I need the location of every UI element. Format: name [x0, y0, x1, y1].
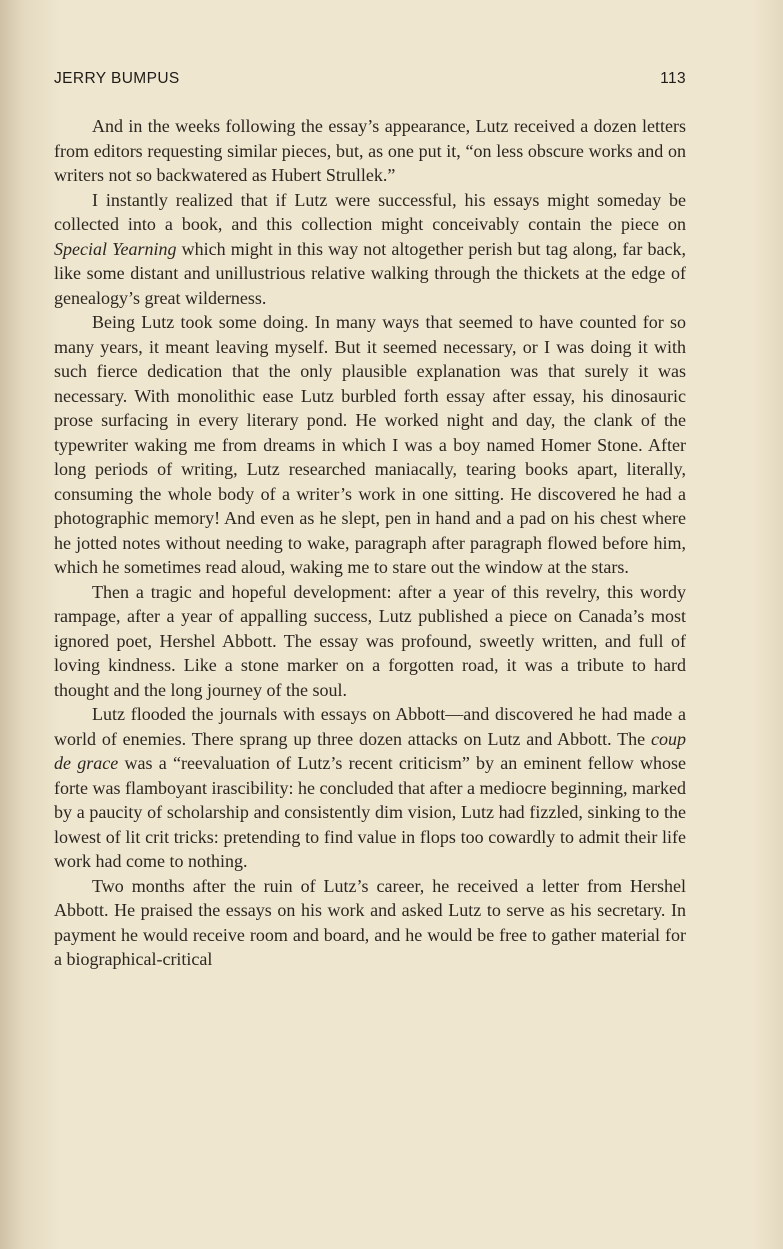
- paragraph-4: Then a tragic and hopeful development: after a year of this revelry, this wordy rampage, after a year of appalling success, Lutz published a piece on Canada’s most ignored poet, Hershel Abbott. The essay was profound, sweetly written, and full of loving kindness. Like a stone marker on a forgotten road, it was a tribute to hard thought and the long journey of the soul.: [54, 581, 686, 700]
- paragraph-1: And in the weeks following the essay’s appearance, Lutz received a dozen letters from editors requesting similar pieces, but, as one put it, “on less obscure works and on writers not so backwatered as Hubert Strullek.”: [54, 116, 686, 185]
- body-text: [54, 114, 686, 972]
- phrase-coup-de-grace: coup de grace: [54, 728, 686, 773]
- page-number: 113: [660, 70, 686, 87]
- paragraph-5: [54, 702, 686, 874]
- paragraph-6: Two months after the ruin of Lutz’s career, he received a letter from Hershel Abbott. He praised the essays on his work and asked Lutz to serve as his secretary. In payment he would receive room and board, and he would be free to gather material for a biographical-critical: [54, 875, 686, 969]
- paragraph-2: [54, 188, 686, 311]
- paragraph-5-text-after: was a “reevaluation of Lutz’s recent criticism” by an eminent fellow whose forte was flamboyant irascibility: he concluded that after a mediocre beginning, marked by a paucity of scholarship and consistently dim vision, Lutz had fizzled, sinking to the lowest of lit crit tricks: pretending to find value in flops too cowardly to admit their life work had come to nothing.: [54, 753, 686, 871]
- paragraph-2-text-before: I instantly realized that if Lutz were successful, his essays might someday be collected into a book, and this collection might conceivably contain the piece on: [54, 189, 686, 234]
- running-head: [54, 70, 686, 92]
- paragraph-2-text-after: which might in this way not altogether perish but tag along, far back, like some distant and unillustrious relative walking through the thickets at the edge of genealogy’s great wilderness.: [54, 238, 686, 308]
- book-title-special-yearning: Special Yearning: [54, 238, 177, 259]
- paragraph-3: Being Lutz took some doing. In many ways that seemed to have counted for so many years, it meant leaving myself. But it seemed necessary, or I was doing it with such fierce dedication that the only plausible explanation was that surely it was necessary. With monolithic ease Lutz burbled forth essay after essay, his dinosauric prose surfacing in every literary pond. He worked night and day, the clank of the typewriter waking me from dreams in which I was a boy named Homer Stone. After long periods of writing, Lutz researched maniacally, tearing books apart, literally, consuming the whole body of a writer’s work in one sitting. He discovered he had a photographic memory! And even as he slept, pen in hand and a pad on his chest where he jotted notes without needing to wake, paragraph after paragraph flowed before him, which he sometimes read aloud, waking me to stare out the window at the stars.: [54, 312, 686, 577]
- running-head-author: JERRY BUMPUS: [54, 70, 180, 87]
- paragraph-5-text-before: Lutz flooded the journals with essays on Abbott—and discovered he had made a world of enemies. There sprang up three dozen attacks on Lutz and Abbott. The: [54, 704, 686, 749]
